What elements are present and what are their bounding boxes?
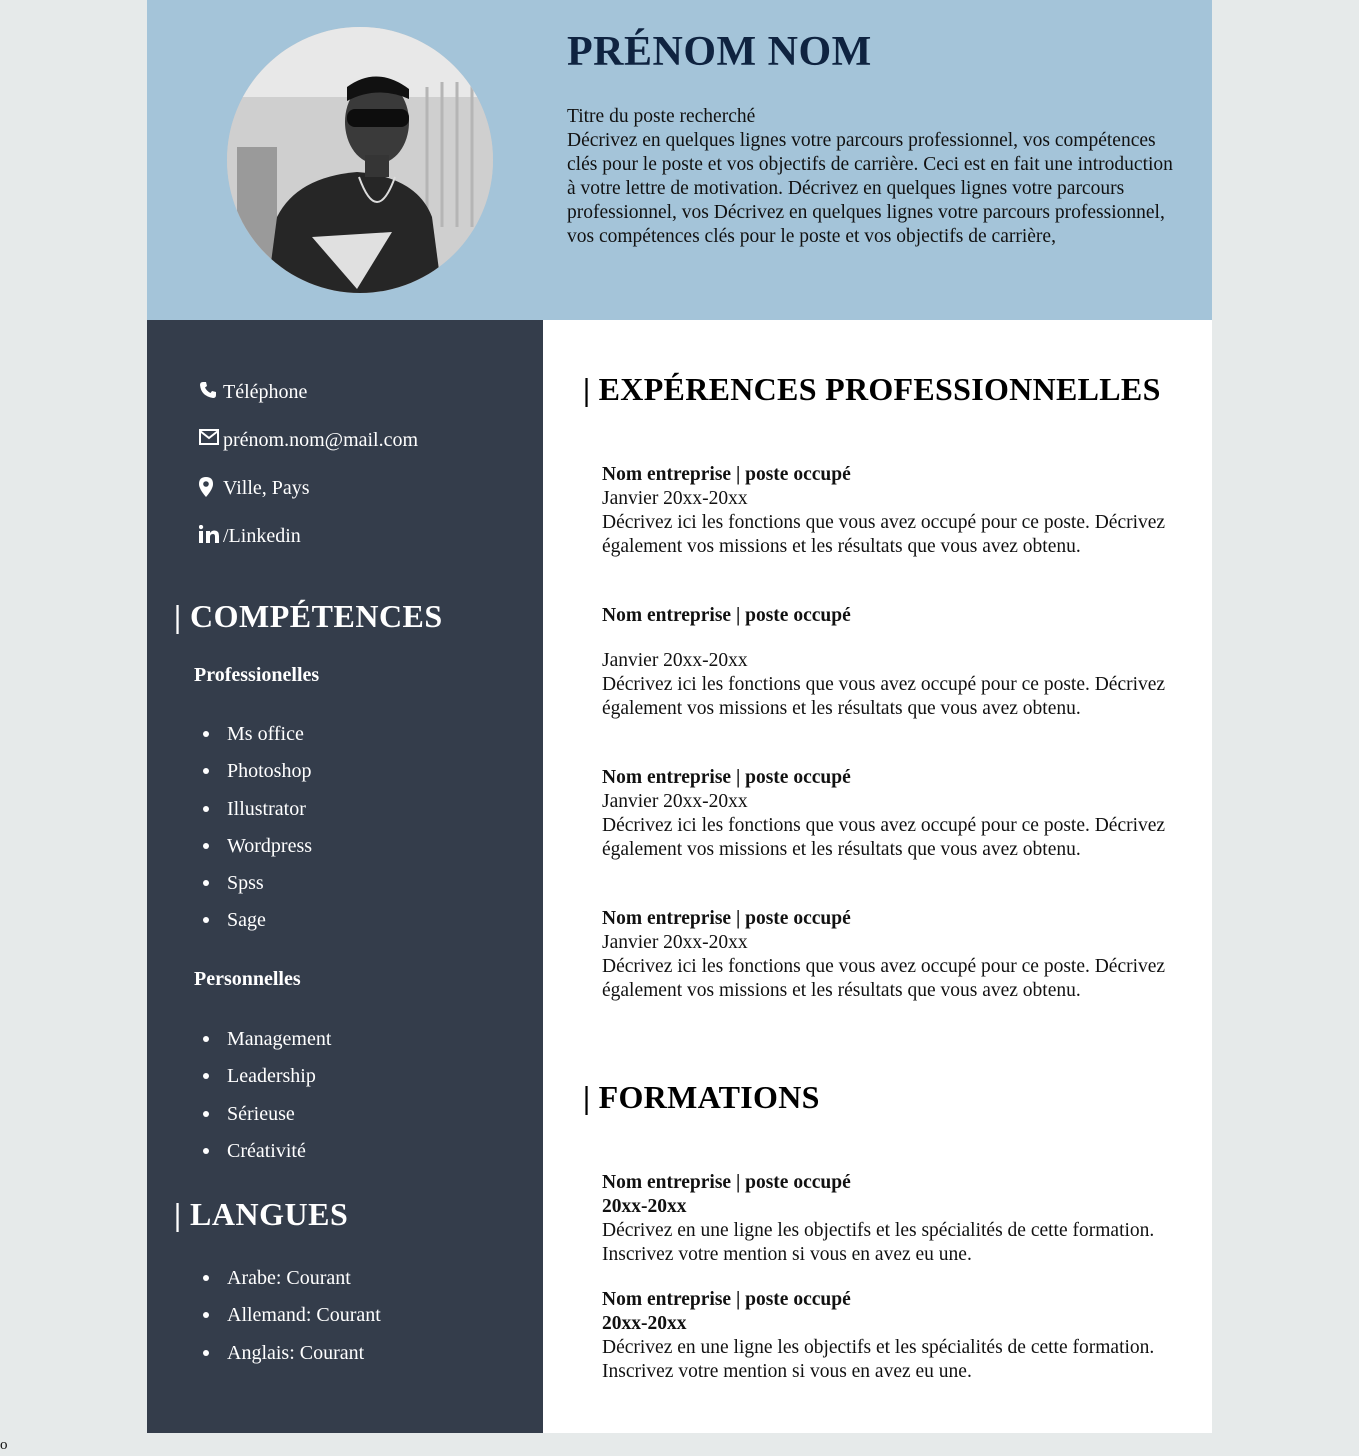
languages-heading: | LANGUES [174, 1196, 349, 1232]
personal-skills-list [194, 1025, 331, 1174]
entry-description: Décrivez ici les fonctions que vous avez occupé pour ce poste. Décrivez également vos missions et les résultats que vous avez obtenu. [602, 815, 1166, 860]
profile-summary: Décrivez en quelques lignes votre parcours professionnel, vos compétences clés pour le poste et vos objectifs de carrière. Ceci est en fait une introduction à votre lettre de motivation. Décrivez en quelques lignes votre parcours professionnel, vos Décrivez en quelques lignes votre parcours professionnel, vos compétences clés pour le poste et vos objectifs de carrière, [567, 130, 1173, 247]
entry-title: Nom entreprise | poste occupé [602, 1289, 851, 1310]
experience-entry [602, 766, 1182, 862]
education-heading: | FORMATIONS [583, 1079, 820, 1115]
experience-entry [602, 604, 1182, 721]
education-entry [602, 1171, 1182, 1267]
sidebar [147, 320, 543, 1433]
personal-skills-title: Personnelles [194, 968, 301, 990]
linkedin-icon [199, 525, 219, 543]
phone-icon [199, 381, 219, 399]
entry-title: Nom entreprise | poste occupé [602, 464, 851, 485]
profile-photo [227, 27, 493, 293]
entry-description: Décrivez ici les fonctions que vous avez occupé pour ce poste. Décrivez également vos missions et les résultats que vous avez obtenu. [602, 512, 1166, 557]
skills-heading: | COMPÉTENCES [174, 598, 443, 634]
entry-date: Janvier 20xx-20xx [602, 932, 748, 953]
list-item: Ms office [194, 720, 312, 757]
contact-linkedin [199, 522, 418, 570]
list-item: Leadership [194, 1062, 331, 1099]
envelope-icon [199, 429, 219, 445]
contact-phone-text: Téléphone [223, 381, 308, 403]
list-item: Allemand: Courant [194, 1301, 381, 1338]
entry-title: Nom entreprise | poste occupé [602, 908, 851, 929]
contact-phone [199, 378, 418, 426]
list-item: Créativité [194, 1137, 331, 1174]
professional-skills-list [194, 720, 312, 944]
list-item: Sérieuse [194, 1100, 331, 1137]
list-item: Anglais: Courant [194, 1339, 381, 1376]
entry-title: Nom entreprise | poste occupé [602, 1172, 851, 1193]
entry-description: Décrivez en une ligne les objectifs et les spécialités de cette formation. Inscrivez votre mention si vous en avez eu une. [602, 1220, 1155, 1265]
experience-entry [602, 463, 1182, 559]
footer-mark: o [0, 1437, 8, 1453]
list-item: Wordpress [194, 832, 312, 869]
professional-skills-title: Professionelles [194, 664, 320, 686]
entry-description: Décrivez en une ligne les objectifs et les spécialités de cette formation. Inscrivez votre mention si vous en avez eu une. [602, 1337, 1155, 1382]
job-title: Titre du poste recherché [567, 106, 756, 127]
header-band [147, 0, 1212, 320]
contact-location-text: Ville, Pays [223, 477, 310, 499]
list-item: Arabe: Courant [194, 1264, 381, 1301]
entry-date: 20xx-20xx [602, 1313, 687, 1334]
entry-description: Décrivez ici les fonctions que vous avez occupé pour ce poste. Décrivez également vos missions et les résultats que vous avez obtenu. [602, 956, 1166, 1001]
candidate-name: PRÉNOM NOM [567, 29, 872, 75]
entry-date: Janvier 20xx-20xx [602, 791, 748, 812]
contact-email [199, 426, 418, 474]
entry-spacer [602, 628, 1182, 649]
contact-location [199, 474, 418, 522]
entry-title: Nom entreprise | poste occupé [602, 605, 851, 626]
entry-description: Décrivez ici les fonctions que vous avez occupé pour ce poste. Décrivez également vos missions et les résultats que vous avez obtenu. [602, 674, 1166, 719]
contact-linkedin-text[interactable]: /Linkedin [223, 525, 301, 547]
entry-date: 20xx-20xx [602, 1196, 687, 1217]
experience-heading: | EXPÉRENCES PROFESSIONNELLES [583, 371, 1161, 407]
education-entry [602, 1288, 1182, 1384]
cv-page [147, 0, 1212, 1433]
map-marker-icon [199, 477, 219, 497]
entry-title: Nom entreprise | poste occupé [602, 767, 851, 788]
languages-list [194, 1264, 381, 1376]
contact-list [199, 378, 418, 570]
experience-entry [602, 907, 1182, 1003]
contact-email-text[interactable]: prénom.nom@mail.com [223, 429, 419, 451]
list-item: Photoshop [194, 757, 312, 794]
list-item: Illustrator [194, 795, 312, 832]
entry-date: Janvier 20xx-20xx [602, 650, 748, 671]
intro-block [567, 105, 1182, 249]
list-item: Sage [194, 906, 312, 943]
list-item: Management [194, 1025, 331, 1062]
entry-date: Janvier 20xx-20xx [602, 488, 748, 509]
list-item: Spss [194, 869, 312, 906]
